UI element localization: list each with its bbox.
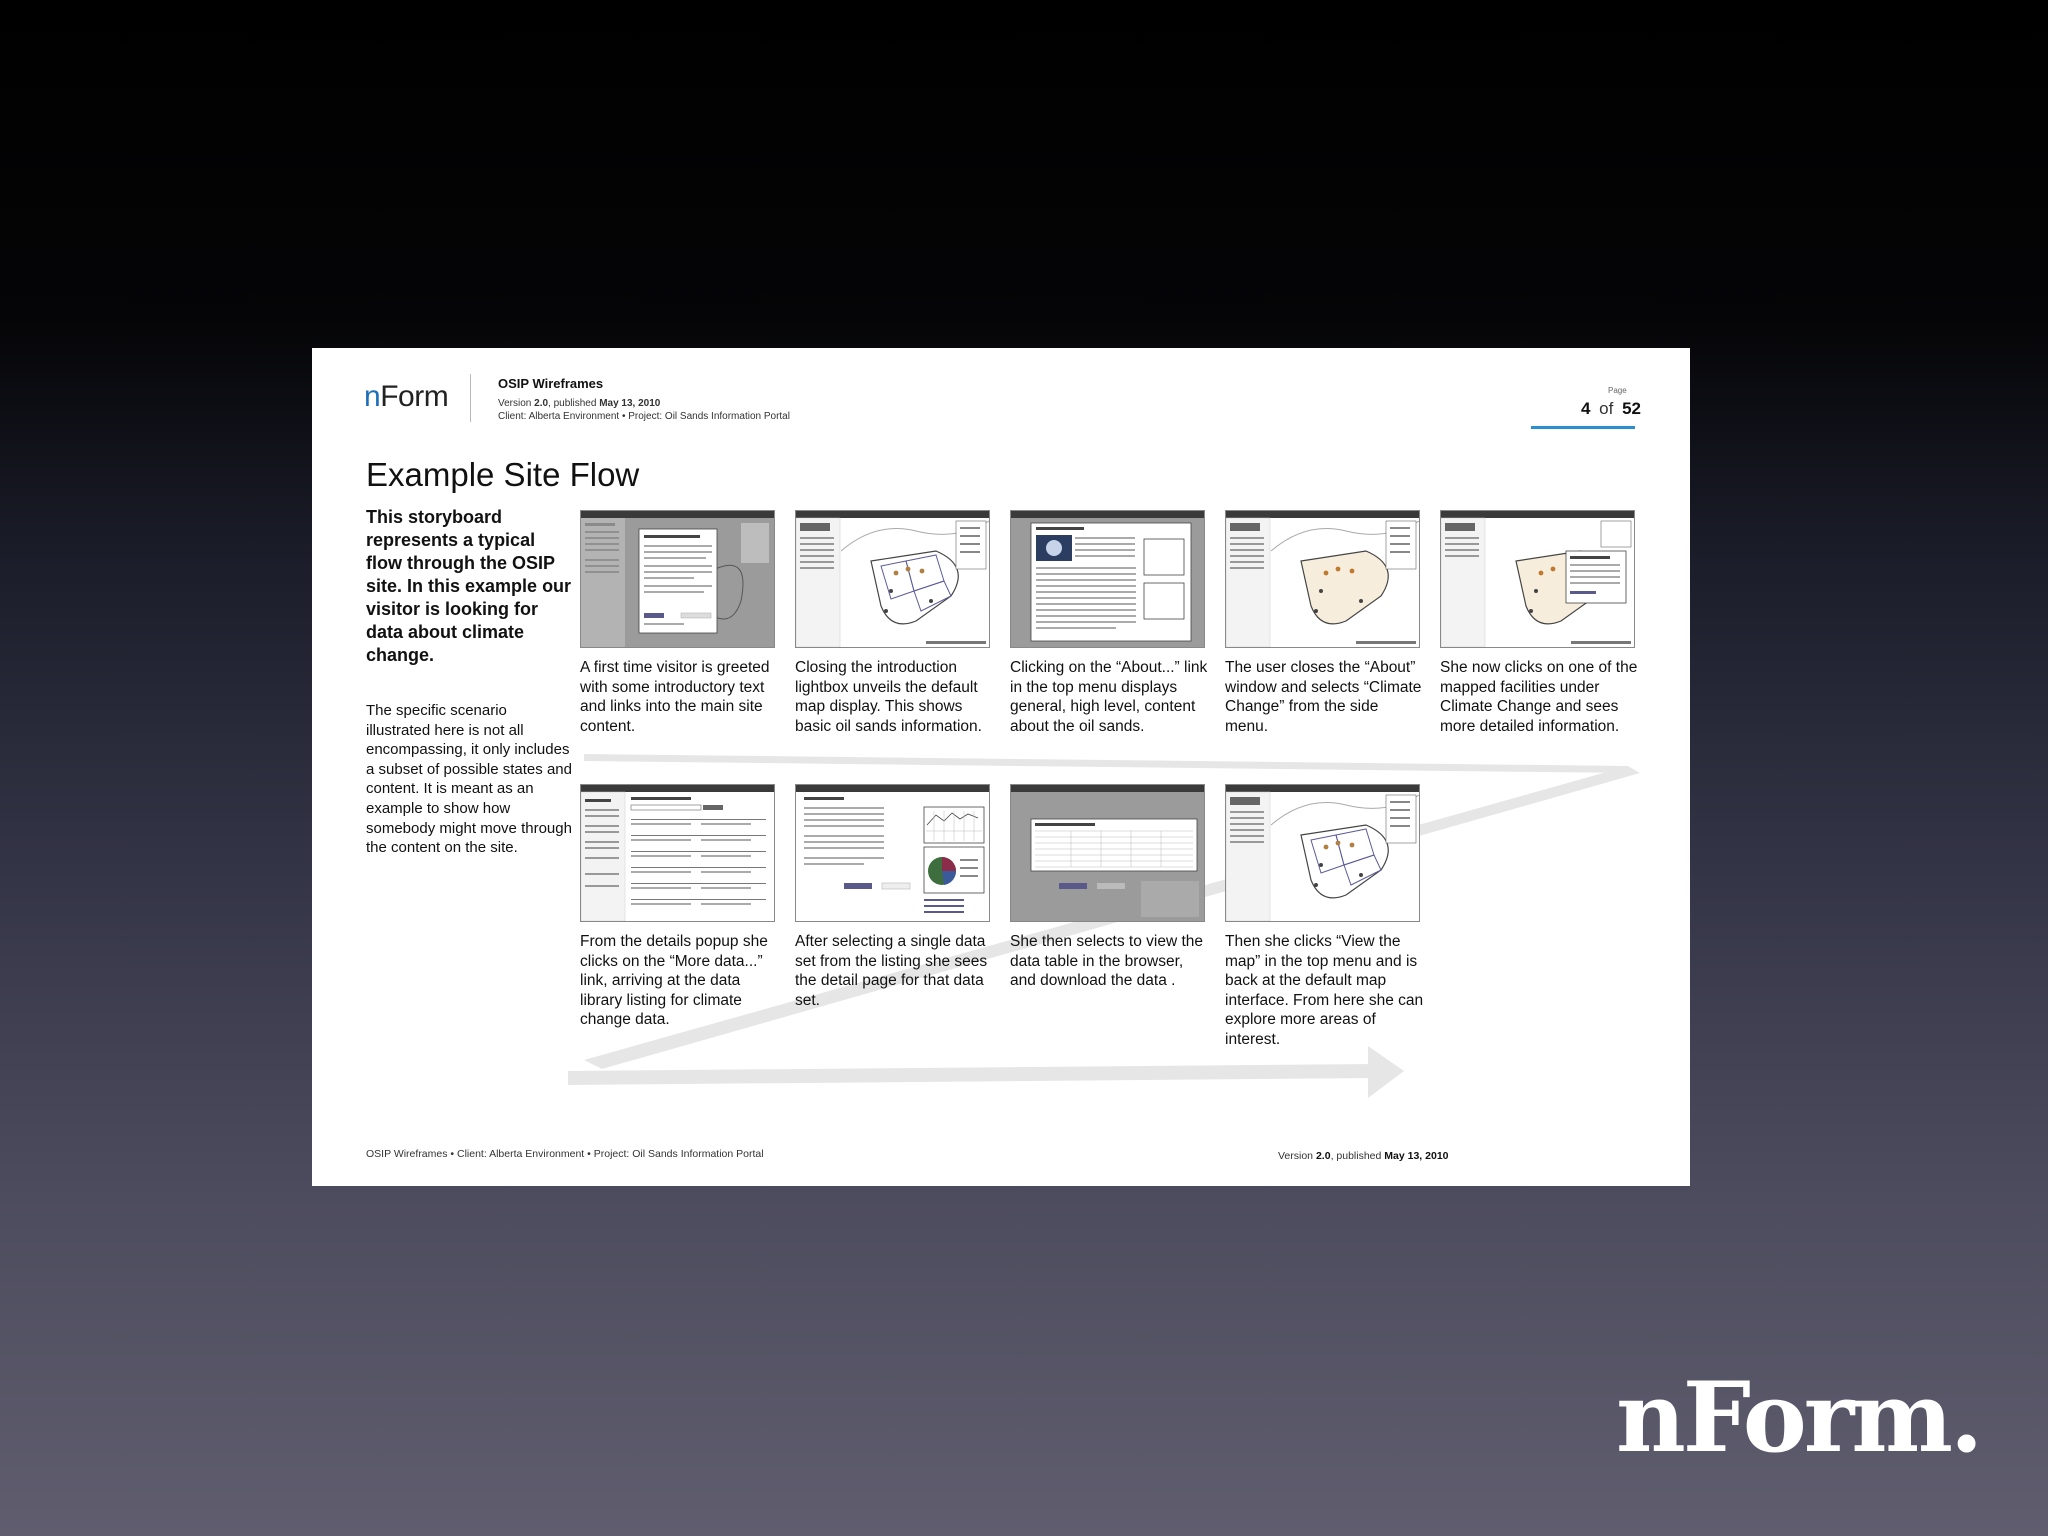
thumb-climate-map bbox=[1225, 510, 1420, 648]
thumb-facility-popup bbox=[1440, 510, 1635, 648]
caption-step-1: A first time visitor is greeted with some introductory text and links into the main site content. bbox=[580, 659, 770, 735]
thumb-data-table bbox=[1010, 784, 1205, 922]
caption-step-9: Then she clicks “View the map” in the top menu and is back at the default map interface. From here she can explore more areas of interest. bbox=[1225, 933, 1424, 1048]
thumb-data-detail bbox=[795, 784, 990, 922]
caption-step-5: She now clicks on one of the mapped facilities under Climate Change and sees more detailed information. bbox=[1440, 659, 1638, 735]
footer-left: OSIP Wireframes • Client: Alberta Environment • Project: Oil Sands Information Portal bbox=[366, 1148, 764, 1160]
page-label: Page bbox=[1608, 386, 1627, 395]
lead-text: This storyboard represents a typical flow through the OSIP site. In this example our visitor is looking for data about climate change. bbox=[366, 507, 572, 665]
thumb-about-window bbox=[1010, 510, 1205, 648]
flow-arrowhead bbox=[1368, 1046, 1404, 1098]
nform-brand-logo: nForm. bbox=[1616, 1361, 1981, 1474]
thumb-default-map bbox=[795, 510, 990, 648]
thumb-back-to-map bbox=[1225, 784, 1420, 922]
caption-step-2: Closing the introduction lightbox unveils the default map display. This shows basic oil sands information. bbox=[795, 659, 982, 735]
flow-line-top bbox=[584, 754, 1628, 773]
client-line: Client: Alberta Environment • Project: Oil Sands Information Portal bbox=[498, 411, 790, 422]
doc-title: OSIP Wireframes bbox=[498, 376, 604, 391]
slide bbox=[312, 348, 1690, 1186]
caption-step-8: She then selects to view the data table in the browser, and download the data . bbox=[1010, 933, 1204, 990]
caption-step-4: The user closes the “About” window and selects “Climate Change” from the side menu. bbox=[1225, 659, 1422, 735]
nform-logo: nForm bbox=[364, 380, 449, 413]
caption-step-7: After selecting a single data set from the listing she sees the detail page for that data set. bbox=[795, 933, 988, 1009]
body-text: The specific scenario illustrated here is not all encompassing, it only includes a subset of possible states and content. It is meant as an example to show how somebody might move through the content on the site. bbox=[366, 702, 572, 857]
caption-step-3: Clicking on the “About...” link in the top menu displays general, high level, content about the oil sands. bbox=[1010, 659, 1208, 735]
thumb-intro-lightbox bbox=[580, 510, 775, 648]
version-line: Version 2.0, published May 13, 2010 bbox=[498, 398, 661, 409]
flow-arrows bbox=[312, 348, 1690, 1186]
thumb-data-library bbox=[580, 784, 775, 922]
slide-title: Example Site Flow bbox=[366, 456, 640, 493]
page-indicator: 4 of 52 bbox=[1580, 399, 1641, 418]
flow-line-bottom bbox=[568, 1064, 1376, 1085]
caption-step-6: From the details popup she clicks on the “More data...” link, arriving at the data library listing for climate change data. bbox=[580, 933, 768, 1029]
footer-version: Version 2.0, published May 13, 2010 bbox=[1278, 1150, 1449, 1162]
